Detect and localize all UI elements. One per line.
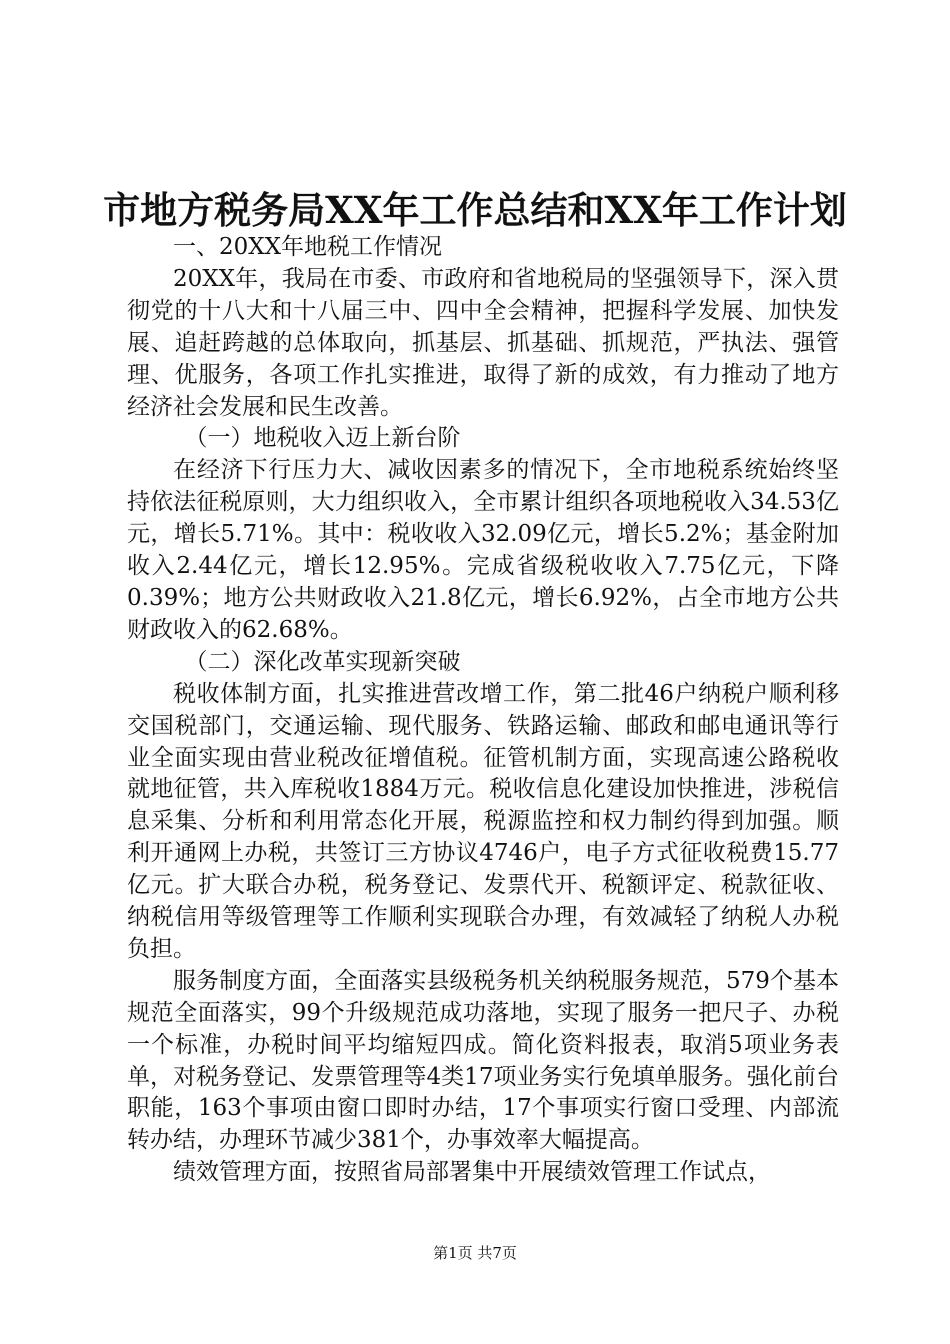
paragraph-service: 服务制度方面，全面落实县级税务机关纳税服务规范，579个基本规范全面落实，99个升级规范成功落地，实现了服务一把尺子、办税一个标准，办税时间平均缩短四成。简化资料报表，取消5项业务表单，对税务登记、发票管理等4类17项业务实行免填单服务。强化前台职能，163个事项由窗口即时办结，17个事项实行窗口受理、内部流转办结，办理环节减少381个，办事效率大幅提高。 (127, 967, 839, 1154)
paragraph-overview: 20XX年，我局在市委、市政府和省地税局的坚强领导下，深入贯彻党的十八大和十八届三中、四中全会精神，把握科学发展、加快发展、追赶跨越的总体取向，抓基层、抓基础、抓规范，严执法、强管理、优服务，各项工作扎实推进，取得了新的成效，有力推动了地方经济社会发展和民生改善。 (127, 265, 839, 420)
subsection-heading-reform: （二）深化改革实现新突破 (184, 648, 461, 675)
paragraph-tax-system: 税收体制方面，扎实推进营改增工作，第二批46户纳税户顺利移交国税部门，交通运输、现代服务、铁路运输、邮政和邮电通讯等行业全面实现由营业税改征增值税。征管机制方面，实现高速公路税收就地征管，共入库税收1884万元。税收信息化建设加快推进，涉税信息采集、分析和利用常态化开展，税源监控和权力制约得到加强。顺利开通网上办税，共签订三方协议4746户，电子方式征收税费15.77亿元。扩大联合办税，税务登记、发票代开、税额评定、税款征收、纳税信用等级管理等工作顺利实现联合办理，有效减轻了纳税人办税负担。 (127, 680, 839, 962)
document-title: 市地方税务局XX年工作总结和XX年工作计划 (103, 188, 847, 232)
paragraph-performance: 绩效管理方面，按照省局部署集中开展绩效管理工作试点， (173, 1159, 771, 1186)
page-footer: 第1页 共7页 (433, 1244, 517, 1262)
document-body (127, 232, 839, 1189)
paragraph-revenue: 在经济下行压力大、减收因素多的情况下，全市地税系统始终坚持依法征税原则，大力组织收入，全市累计组织各项地税收入34.53亿元，增长5.71%。其中：税收收入32.09亿元，增长5.2%；基金附加收入2.44亿元，增长12.95%。完成省级税收收入7.75亿元，下降0.39%；地方公共财政收入21.8亿元，增长6.92%，占全市地方公共财政收入的62.68%。 (127, 457, 839, 643)
section-heading-1: 一、20XX年地税工作情况 (173, 234, 443, 260)
subsection-heading-revenue: （一）地税收入迈上新台阶 (184, 425, 461, 452)
